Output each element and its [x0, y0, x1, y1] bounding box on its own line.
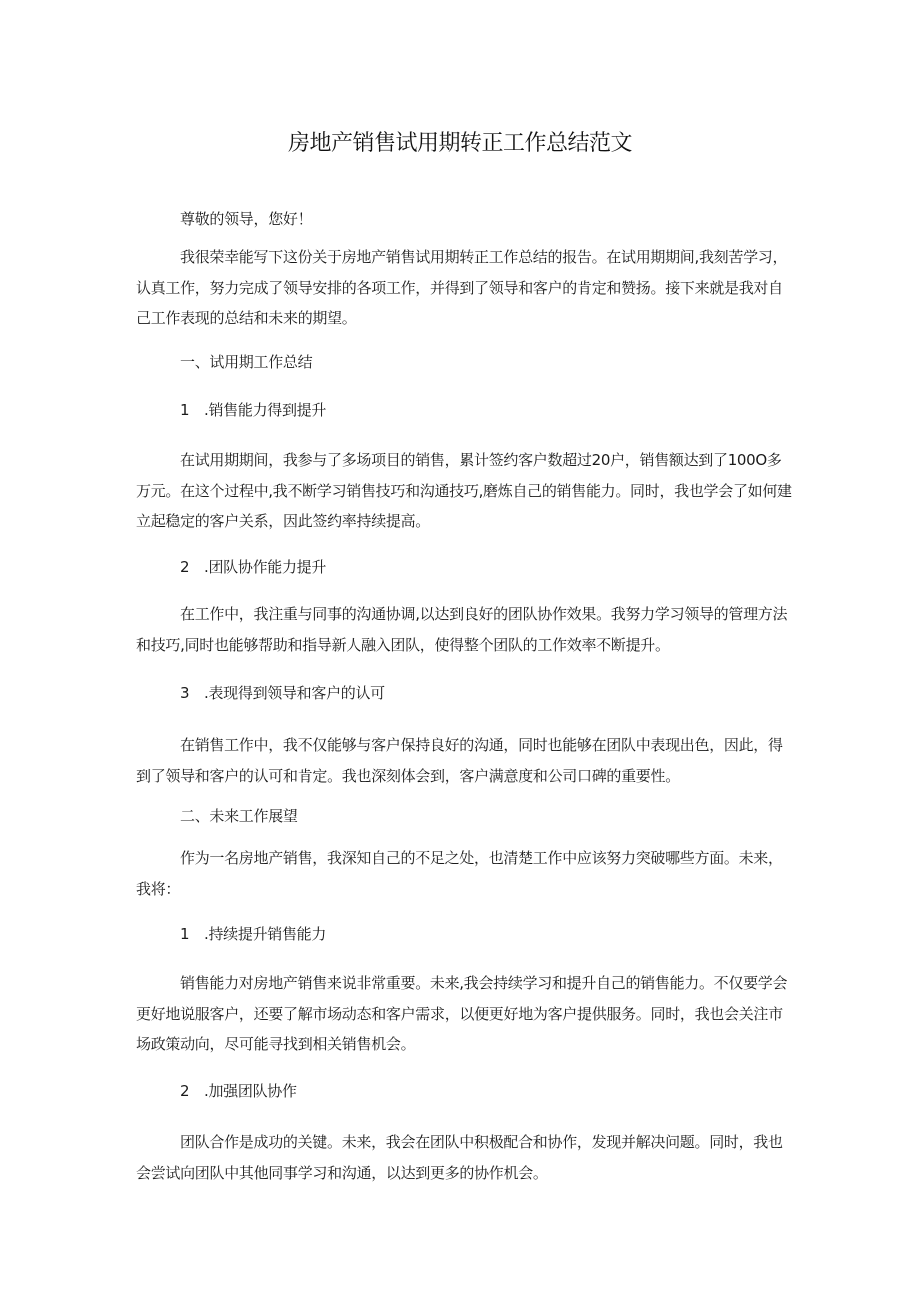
- item-number: 1: [180, 401, 190, 419]
- section-1-item-1-heading: [180, 395, 326, 425]
- item-title: .加强团队协作: [204, 1082, 297, 1100]
- section-2-heading: 二、未来工作展望: [180, 807, 298, 825]
- section-1-item-2-body: 在工作中，我注重与同事的沟通协调,以达到良好的团队协作效果。我努力学习领导的管理方法和技巧,同时也能够帮助和指导新人融入团队，使得整个团队的工作效率不断提升。: [136, 605, 788, 654]
- item-number: 2: [180, 1082, 190, 1100]
- section-2-intro: 作为一名房地产销售，我深知自己的不足之处，也清楚工作中应该努力突破哪些方面。未来，我将：: [136, 849, 783, 898]
- document-title: 房地产销售试用期转正工作总结范文: [287, 131, 632, 156]
- item-title: .表现得到领导和客户的认可: [204, 684, 385, 702]
- section-1-heading: 一、试用期工作总结: [180, 353, 313, 371]
- section-1-item-2-heading: [180, 552, 326, 582]
- section-1-item-1-body: 在试用期期间，我参与了多场项目的销售，累计签约客户数超过20户，销售额达到了100O多万元。在这个过程中,我不断学习销售技巧和沟通技巧,磨炼自己的销售能力。同时，我也学会了如何建立起稳定的客户关系，因此签约率持续提高。: [136, 451, 792, 530]
- item-title: .持续提升销售能力: [204, 925, 327, 943]
- item-number: 1: [180, 925, 190, 943]
- section-2-item-2-body: 团队合作是成功的关键。未来，我会在团队中积极配合和协作，发现并解决问题。同时，我也会尝试向团队中其他同事学习和沟通，以达到更多的协作机会。: [136, 1133, 783, 1182]
- item-title: .销售能力得到提升: [204, 401, 327, 419]
- item-number: 2: [180, 558, 190, 576]
- section-1-item-3-body: 在销售工作中，我不仅能够与客户保持良好的沟通，同时也能够在团队中表现出色，因此，得到了领导和客户的认可和肯定。我也深刻体会到，客户满意度和公司口碑的重要性。: [136, 736, 783, 785]
- section-2-item-1-heading: [180, 919, 326, 949]
- section-1-item-3-heading: [180, 678, 385, 708]
- section-2-item-2-heading: [180, 1076, 297, 1106]
- intro-paragraph: 我很荣幸能写下这份关于房地产销售试用期转正工作总结的报告。在试用期期间,我刻苦学习，认真工作，努力完成了领导安排的各项工作，并得到了领导和客户的肯定和赞扬。接下来就是我对自己工作表现的总结和未来的期望。: [136, 248, 788, 327]
- item-title: .团队协作能力提升: [204, 558, 327, 576]
- greeting: 尊敬的领导，您好！: [180, 210, 313, 228]
- section-2-item-1-body: 销售能力对房地产销售来说非常重要。未来,我会持续学习和提升自己的销售能力。不仅要学会更好地说服客户，还要了解市场动态和客户需求，以便更好地为客户提供服务。同时，我也会关注市场政策动向，尽可能寻找到相关销售机会。: [136, 974, 788, 1053]
- item-number: 3: [180, 684, 190, 702]
